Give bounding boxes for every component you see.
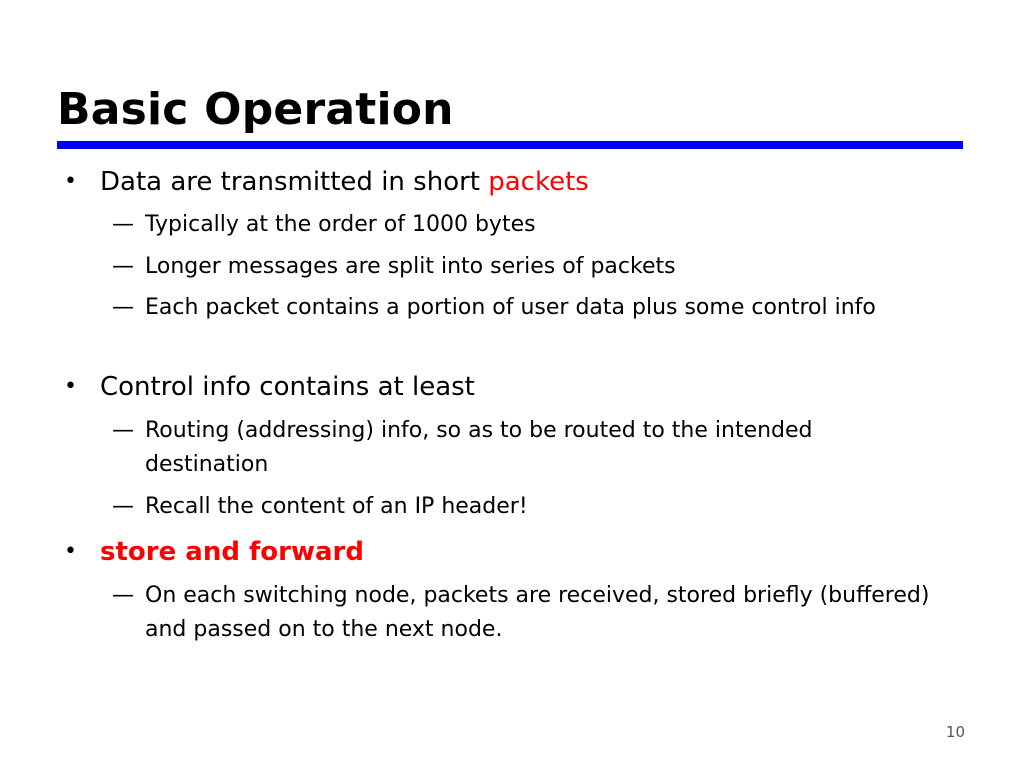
sub-dash: — bbox=[112, 583, 134, 608]
sub-dash: — bbox=[112, 418, 134, 443]
sub-text: Typically at the order of 1000 bytes bbox=[145, 212, 536, 237]
sub-item bbox=[112, 208, 932, 242]
slide-title: Basic Operation bbox=[57, 84, 454, 135]
sub-text: Recall the content of an IP header! bbox=[145, 494, 528, 519]
bullet-text-highlight: store and forward bbox=[100, 537, 364, 567]
bullet-dot: • bbox=[64, 169, 77, 194]
bullet-text: Control info contains at least bbox=[100, 372, 475, 402]
sub-item bbox=[112, 250, 932, 284]
sub-dash: — bbox=[112, 295, 134, 320]
sub-item bbox=[112, 579, 932, 647]
sub-text: Longer messages are split into series of packets bbox=[145, 254, 676, 279]
bullet-text-main: Data are transmitted in short bbox=[100, 167, 489, 197]
sub-item bbox=[112, 414, 932, 482]
bullet-dot: • bbox=[64, 374, 77, 399]
sub-text: Routing (addressing) info, so as to be routed to the intended destination bbox=[145, 418, 813, 477]
sub-dash: — bbox=[112, 212, 134, 237]
page-number: 10 bbox=[945, 723, 965, 741]
sub-dash: — bbox=[112, 494, 134, 519]
bullet-dot: • bbox=[64, 539, 77, 564]
sub-item bbox=[112, 490, 932, 524]
sub-item bbox=[112, 291, 932, 325]
sub-text: Each packet contains a portion of user data plus some control info bbox=[145, 295, 876, 320]
bullet-text bbox=[100, 165, 589, 199]
sub-text: On each switching node, packets are received, stored briefly (buffered) and passed on to the next node. bbox=[145, 583, 930, 642]
sub-dash: — bbox=[112, 254, 134, 279]
bullet-highlight: packets bbox=[488, 167, 589, 197]
